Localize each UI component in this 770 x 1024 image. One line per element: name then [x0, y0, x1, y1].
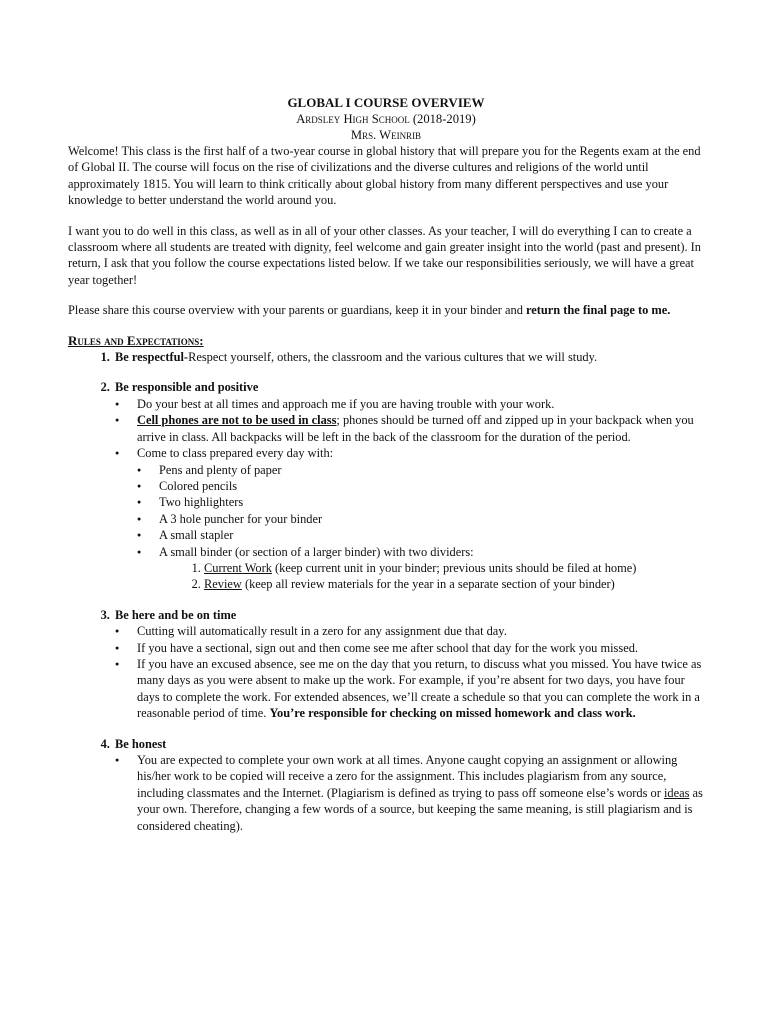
list-item: ● Cutting will automatically result in a zero for any assignment due that day. — [137, 623, 704, 639]
divider-1-label: Current Work — [204, 560, 272, 575]
supplies-intro: Come to class prepared every day with: — [137, 446, 334, 461]
intro-paragraph-2: I want you to do well in this class, as well as in all of your other classes. As your teacher, I will do everything I can to create a classroom where all students are treated with dignity, feel welcome and gain greater insight into the world (past and present). In return, I ask that you follow the course expectations listed below. If we take our responsibilities seriously, we will have a great year together! — [68, 223, 701, 287]
cell-phone-rule: Cell phones are not to be used in class — [137, 413, 337, 428]
supply-item: ● Pens and plenty of paper — [159, 462, 704, 478]
divider-item — [204, 576, 704, 592]
supply-item: ● A 3 hole puncher for your binder — [159, 511, 704, 527]
rule-2 — [113, 379, 704, 592]
list-item — [137, 412, 704, 445]
document-page — [68, 94, 704, 848]
rule-4-bullets — [115, 752, 704, 834]
divider-2-text: (keep all review materials for the year in a separate section of your binder) — [241, 577, 615, 592]
honesty-text-2: as your own. Therefore, changing a few words of a source, but keeping the same meaning, is still plagiarism and is considered cheating). — [137, 785, 703, 833]
binder-item: A small binder (or section of a larger binder) with two dividers: — [159, 544, 474, 559]
cell-phone-text: ; phones should be turned off and zipped up in your backpack when you arrive in class. All backpacks will be left in the back of the classroom for the duration of the period. — [137, 413, 694, 444]
divider-item — [204, 560, 704, 576]
list-item: ● Do your best at all times and approach me if you are having trouble with your work. — [137, 396, 704, 412]
supply-item — [159, 544, 704, 593]
supply-item: ● Two highlighters — [159, 494, 704, 510]
rule-4 — [113, 736, 704, 834]
supply-item: ● A small stapler — [159, 527, 704, 543]
rule-1 — [113, 349, 704, 365]
divider-2-label: Review — [204, 577, 242, 592]
teacher-name: Mrs. Weinrib — [350, 128, 422, 142]
intro-p3-bold: return the final page to me. — [525, 303, 671, 318]
rule-3 — [113, 607, 704, 722]
document-title: GLOBAL I COURSE OVERVIEW — [287, 95, 485, 110]
rule-1-text: Respect yourself, others, the classroom and the various cultures that we will study. — [188, 350, 598, 365]
rule-2-title: Be responsible and positive — [115, 380, 259, 395]
divider-1-text: (keep current unit in your binder; previous units should be filed at home) — [271, 560, 637, 575]
honesty-ideas: ideas — [663, 785, 690, 800]
dividers-list — [159, 560, 704, 593]
supply-item: ● Colored pencils — [159, 478, 704, 494]
honesty-text: You are expected to complete your own work at all times. Anyone caught copying an assignment or allowing his/her work to be copied will receive a zero for the assignment. This includes plagiarism from any source, including classmates and the Internet. (Plagiarism is defined as trying to pass off someone else’s words or — [137, 753, 678, 800]
list-item — [137, 752, 704, 834]
school-name: Ardsley High School (2018-2019) — [296, 112, 476, 126]
intro-paragraph-1: Welcome! This class is the first half of a two-year course in global history that will prepare you for the Regents exam at the end of Global II. The course will focus on the rise of civilizations and the diverse cultures and religions of the world until approximately 1815. You will learn to think critically about global history from many different perspectives and use your knowledge to better understand the world around you. — [68, 144, 701, 208]
list-item — [137, 445, 704, 593]
list-item: ● If you have a sectional, sign out and then come see me after school that day for the work you missed. — [137, 640, 704, 656]
intro-p3-text: Please share this course overview with your parents or guardians, keep it in your binder and — [68, 303, 526, 318]
list-item — [137, 656, 704, 722]
rule-1-title: Be respectful- — [115, 350, 189, 365]
rule-4-title: Be honest — [115, 736, 167, 751]
rule-3-bullets — [115, 623, 704, 721]
rule-2-bullets — [115, 396, 704, 593]
intro-paragraph-3 — [68, 302, 704, 318]
absence-bold: You’re responsible for checking on missed homework and class work. — [269, 706, 636, 721]
rules-heading: Rules and Expectations: — [68, 332, 204, 348]
supplies-list — [137, 462, 704, 593]
rules-list — [68, 349, 704, 834]
absence-text: If you have an excused absence, see me on the day that you return, to discuss what you missed. You have twice as many days as you were absent to make up the work. For example, if you’re absent for two days, you have four days to complete the work. For extended absences, we’ll create a schedule so that you can complete the work in a reasonable period of time. — [137, 656, 702, 721]
rule-3-title: Be here and be on time — [115, 607, 237, 622]
